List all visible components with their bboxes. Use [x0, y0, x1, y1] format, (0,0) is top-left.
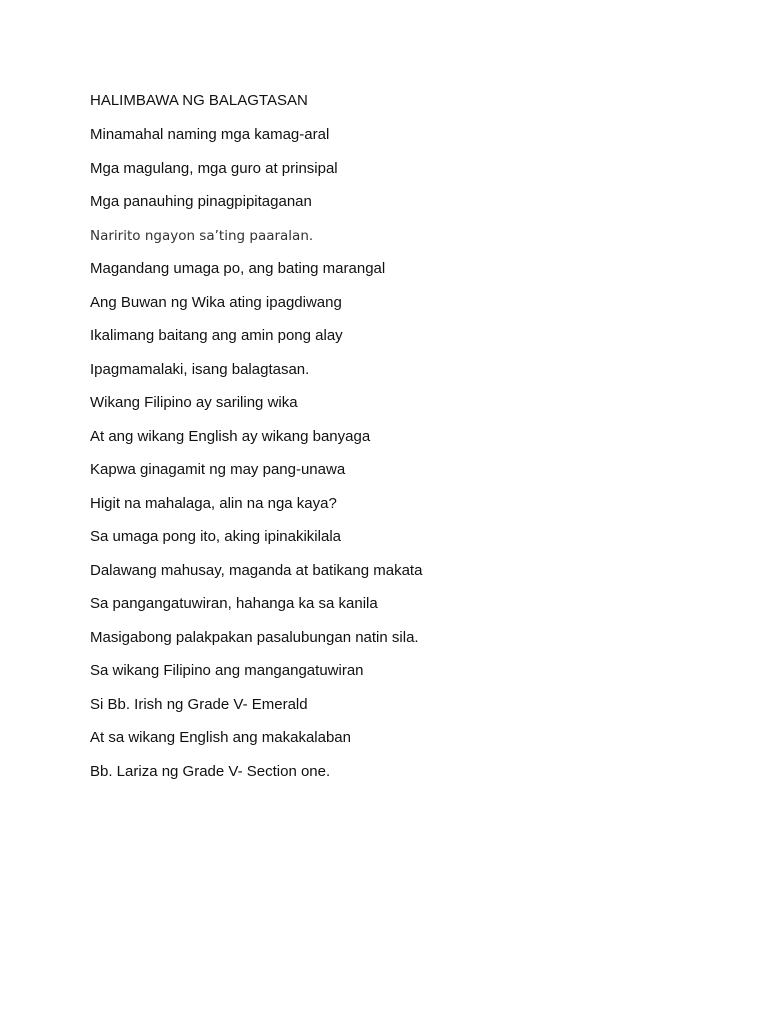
poem-line: Ikalimang baitang ang amin pong alay: [90, 327, 343, 344]
poem-line: Bb. Lariza ng Grade V- Section one.: [90, 762, 331, 780]
poem-line: Sa wikang Filipino ang mangangatuwiran: [90, 662, 364, 679]
poem-line: Mga panauhing pinagpipitaganan: [90, 193, 312, 210]
document-title: HALIMBAWA NG BALAGTASAN: [90, 92, 308, 109]
poem-line: Magandang umaga po, ang bating marangal: [90, 260, 386, 277]
poem-line: Sa pangangatuwiran, hahanga ka sa kanila: [90, 595, 378, 612]
poem-line: Naririto ngayon sa’ting paaralan.: [90, 227, 314, 244]
poem-line: Ipagmamalaki, isang balagtasan.: [90, 360, 310, 378]
poem-line: Si Bb. Irish ng Grade V- Emerald: [90, 695, 308, 713]
poem-line: Ang Buwan ng Wika ating ipagdiwang: [90, 293, 342, 311]
poem-line: Masigabong palakpakan pasalubungan natin sila.: [90, 628, 419, 646]
poem-line: Mga magulang, mga guro at prinsipal: [90, 159, 338, 177]
poem-lines: [90, 126, 422, 796]
poem-line: Dalawang mahusay, maganda at batikang makata: [90, 561, 423, 579]
poem-line: Wikang Filipino ay sariling wika: [90, 394, 298, 411]
poem-line: Higit na mahalaga, alin na nga kaya?: [90, 494, 337, 512]
poem-line: At ang wikang English ay wikang banyaga: [90, 427, 371, 445]
poem-line: At sa wikang English ang makakalaban: [90, 729, 351, 746]
poem-line: Minamahal naming mga kamag-aral: [90, 126, 330, 143]
poem-line: Sa umaga pong ito, aking ipinakikilala: [90, 528, 341, 545]
poem-line: Kapwa ginagamit ng may pang-unawa: [90, 461, 346, 478]
